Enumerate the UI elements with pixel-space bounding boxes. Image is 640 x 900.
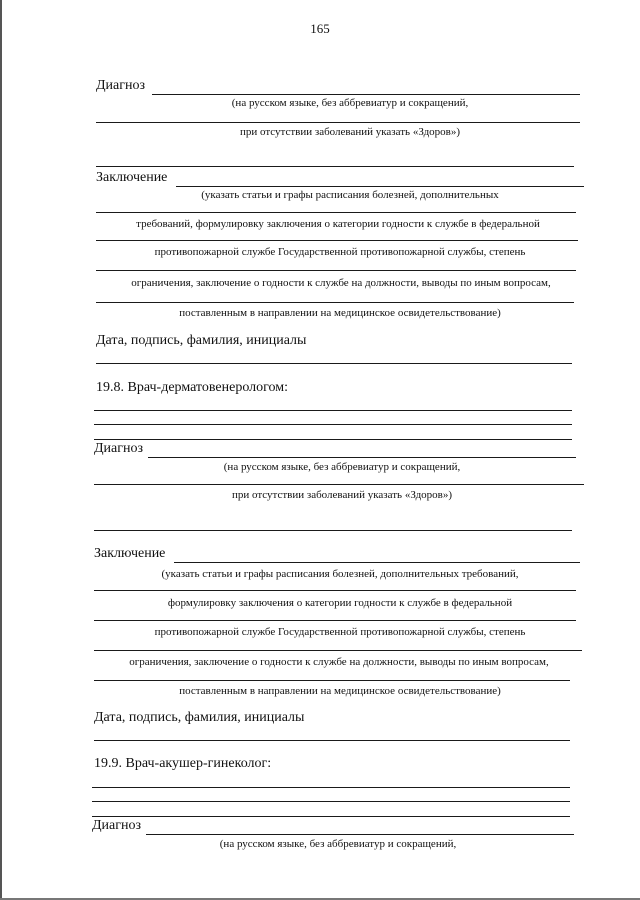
section-19-9-line-3[interactable]	[92, 816, 570, 817]
conclusion-line-5[interactable]	[96, 302, 574, 303]
diagnosis-hint-2b: при отсутствии заболеваний указать «Здоров»)	[231, 489, 453, 501]
section-19-8-line-3[interactable]	[94, 439, 572, 440]
conclusion-field-2[interactable]	[174, 562, 580, 563]
conclusion-hint-4b: ограничения, заключение о годности к службе на должности, выводы по иным вопросам,	[129, 656, 549, 668]
section-19-8-heading: 19.8. Врач-дерматовенерологом:	[96, 380, 288, 395]
conclusion-hint-2: требований, формулировку заключения о категории годности к службе в федеральной	[136, 218, 540, 230]
conclusion-hint-5b: поставленным в направлении на медицинское освидетельствование)	[179, 685, 501, 697]
date-sign-label: Дата, подпись, фамилия, инициалы	[96, 333, 307, 348]
conclusion-line-4[interactable]	[96, 270, 576, 271]
diagnosis-line-2[interactable]	[96, 122, 580, 123]
diagnosis-field-2[interactable]	[148, 457, 576, 458]
conclusion-line-5b[interactable]	[94, 680, 570, 681]
diagnosis-hint-1: (на русском языке, без аббревиатур и сокращений,	[231, 97, 469, 109]
conclusion-line-4b[interactable]	[94, 650, 582, 651]
conclusion-line-3b[interactable]	[94, 620, 576, 621]
diagnosis-label: Диагноз	[96, 78, 146, 93]
date-sign-field-2[interactable]	[94, 740, 570, 741]
diagnosis-hint-1b: (на русском языке, без аббревиатур и сокращений,	[223, 461, 461, 473]
conclusion-label: Заключение	[96, 170, 168, 185]
diagnosis-hint-2: при отсутствии заболеваний указать «Здоров»)	[239, 126, 461, 138]
conclusion-hint-1b: (указать статьи и графы расписания болезней, дополнительных требований,	[161, 568, 519, 580]
diagnosis-label-2: Диагноз	[94, 441, 144, 456]
diagnosis-line-3[interactable]	[96, 166, 574, 167]
scan-edge-left	[0, 0, 2, 900]
section-19-8-line-1[interactable]	[94, 410, 572, 411]
conclusion-label-2: Заключение	[94, 546, 166, 561]
conclusion-hint-3: противопожарной службе Государственной противопожарной службы, степень	[154, 246, 526, 258]
diagnosis-field-3[interactable]	[146, 834, 574, 835]
diagnosis-line-3b[interactable]	[94, 530, 572, 531]
diagnosis-hint-1c: (на русском языке, без аббревиатур и сокращений,	[219, 838, 457, 850]
conclusion-hint-3b: противопожарной службе Государственной противопожарной службы, степень	[154, 626, 526, 638]
section-19-9-line-1[interactable]	[92, 787, 570, 788]
conclusion-field[interactable]	[176, 186, 584, 187]
page-number: 165	[310, 21, 330, 36]
diagnosis-label-3: Диагноз	[92, 818, 142, 833]
conclusion-line-2b[interactable]	[94, 590, 576, 591]
section-19-9-line-2[interactable]	[92, 801, 570, 802]
date-sign-label-2: Дата, подпись, фамилия, инициалы	[94, 710, 305, 725]
conclusion-hint-1: (указать статьи и графы расписания болезней, дополнительных	[201, 189, 499, 201]
section-19-9-heading: 19.9. Врач-акушер-гинеколог:	[94, 756, 272, 771]
section-19-8-line-2[interactable]	[94, 424, 572, 425]
date-sign-field[interactable]	[96, 363, 572, 364]
diagnosis-line-2b[interactable]	[94, 484, 584, 485]
diagnosis-field[interactable]	[152, 94, 580, 95]
conclusion-line-2[interactable]	[96, 212, 576, 213]
conclusion-hint-5: поставленным в направлении на медицинское освидетельствование)	[179, 307, 501, 319]
conclusion-hint-4: ограничения, заключение о годности к службе на должности, выводы по иным вопросам,	[131, 277, 551, 289]
conclusion-hint-2b: формулировку заключения о категории годности к службе в федеральной	[167, 597, 513, 609]
conclusion-line-3[interactable]	[96, 240, 578, 241]
